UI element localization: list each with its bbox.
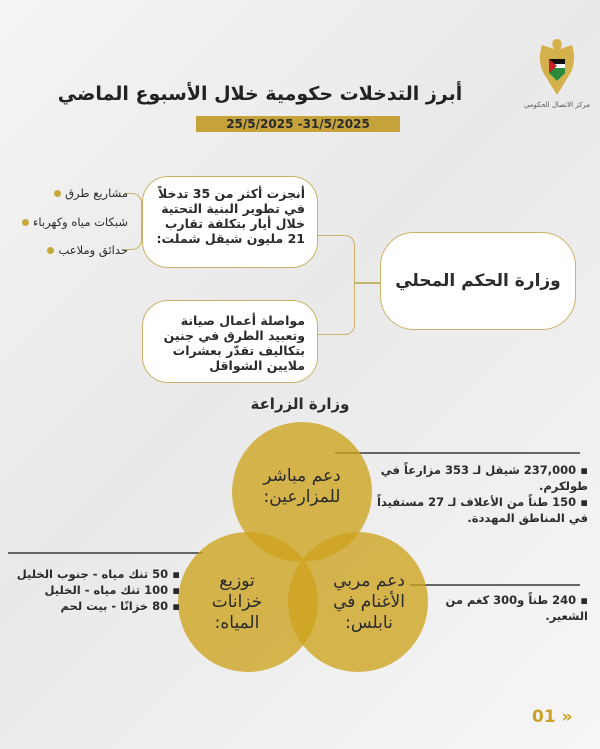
list-item (54, 186, 128, 200)
circle-sheep (288, 532, 428, 672)
item-label: حدائق وملاعب (58, 243, 128, 257)
sheep-list (432, 592, 588, 624)
item-label: 150 طناً من الأعلاف لـ 27 مستفيداً في المناطق المهددة. (377, 495, 588, 525)
divider (335, 452, 580, 454)
double-chevron-right-icon: » (561, 707, 573, 727)
item-label: 240 طناً و300 كغم من الشعير. (445, 593, 588, 623)
item-label: 50 تنك مياه - جنوب الخليل (16, 567, 169, 581)
ministry-agriculture: وزارة الزراعة (250, 395, 350, 413)
list-item (22, 215, 128, 229)
eagle-emblem-icon (532, 35, 582, 99)
list-item: ▪ 80 خزانًا - بيت لحم (60, 599, 180, 613)
farmers-list (376, 462, 588, 526)
divider (8, 552, 203, 554)
water-list (2, 566, 180, 614)
circle-label: دعم مربي الأغنام في نابلس: (333, 570, 405, 633)
bullet-dot-icon (47, 247, 54, 254)
infrastructure-box: أنجزت أكثر من 35 تدخلاً في تطوير البنية التحتية خلال أيار بتكلفة تقارب 21 مليون شيقل شملت: (142, 176, 318, 268)
item-label: شبكات مياه وكهرباء (32, 215, 128, 229)
connector-line (355, 282, 380, 284)
list-item: ▪ 100 تنك مياه - الخليل (44, 583, 180, 597)
jenin-roads-box: مواصلة أعمال صيانة وتعبيد الطرق في جنين بتكاليف تقدّر بعشرات ملايين الشواقل (142, 300, 318, 383)
page-number: 01 (532, 707, 556, 727)
divider (410, 584, 580, 586)
list-item (47, 243, 128, 257)
date-range: 25/5/2025 -31/5/2025 (196, 116, 400, 132)
government-logo (522, 35, 592, 109)
bullet-dot-icon (54, 190, 61, 197)
page-title: أبرز التدخلات حكومية خلال الأسبوع الماضي (57, 83, 463, 105)
ministry-local-gov: وزارة الحكم المحلي (380, 232, 576, 330)
item-label: 100 تنك مياه - الخليل (44, 583, 169, 597)
list-item: ▪ 240 طناً و300 كغم من الشعير. (445, 593, 588, 623)
list-item: ▪ 50 تنك مياه - جنوب الخليل (16, 567, 180, 581)
item-label: 80 خزانًا - بيت لحم (60, 599, 169, 613)
bullet-dot-icon (22, 219, 29, 226)
page-indicator (532, 707, 573, 727)
item-label: مشاريع طرق (65, 186, 128, 200)
connector-bracket (318, 235, 355, 335)
list-item: ▪ 237,000 شيقل لـ 353 مزارعاً في طولكرم. (380, 463, 588, 493)
logo-org-name: مركز الاتصال الحكومي (523, 101, 591, 109)
item-label: 237,000 شيقل لـ 353 مزارعاً في طولكرم. (380, 463, 588, 493)
circle-label: دعم مباشر للمزارعين: (263, 466, 341, 507)
list-item: ▪ 150 طناً من الأعلاف لـ 27 مستفيداً في المناطق المهددة. (377, 495, 588, 525)
circle-label: توزيع خزانات المياه: (211, 570, 263, 633)
